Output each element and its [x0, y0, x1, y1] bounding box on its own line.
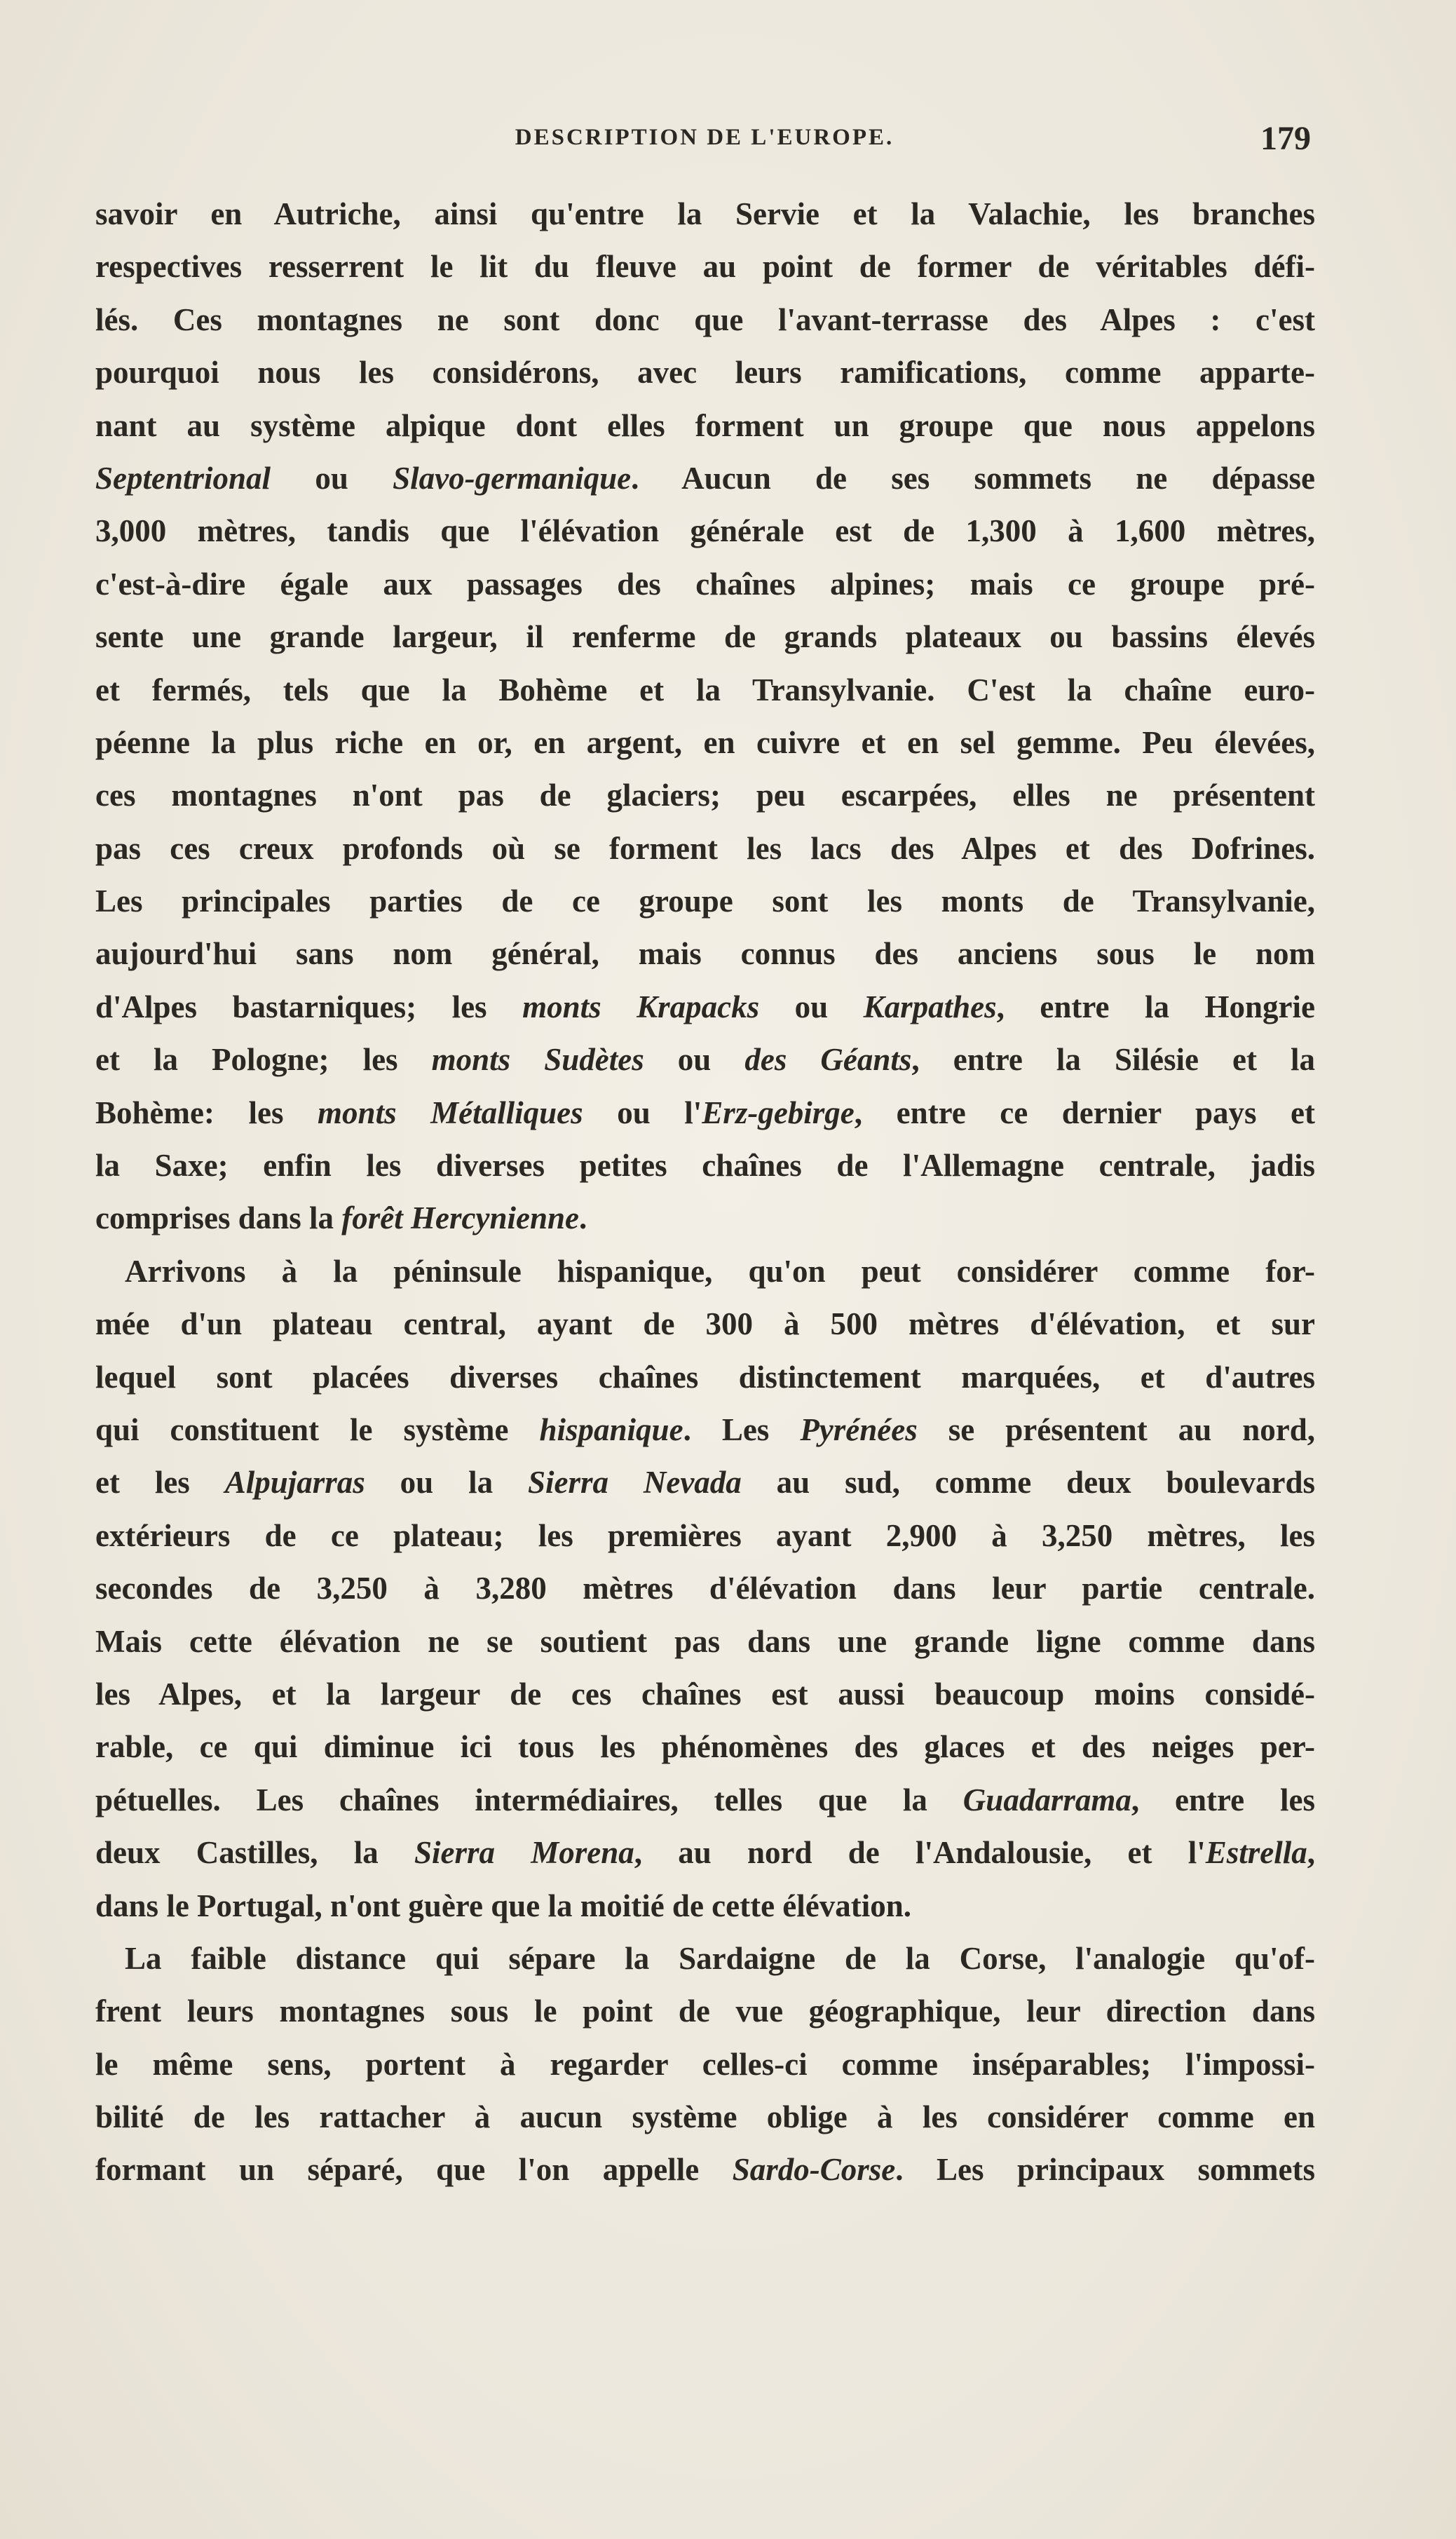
text-line: [95, 664, 1315, 717]
text-run: Bohème: les: [95, 1095, 318, 1130]
text-run: Mais cette élévation ne se soutient pas dans une grande ligne comme dans: [95, 1623, 1315, 1659]
text-line: [95, 1510, 1315, 1562]
italic-term: Karpathes: [863, 989, 997, 1024]
text-line: [95, 241, 1315, 293]
text-run: péenne la plus riche en or, en argent, en cuivre et en sel gemme. Peu élevées,: [95, 724, 1315, 760]
text-line: [95, 1932, 1315, 1985]
text-line: [95, 1192, 1315, 1245]
text-run: la Saxe; enfin les diverses petites chaînes de l'Allemagne centrale, jadis: [95, 1148, 1315, 1184]
text-run: ou: [271, 460, 393, 496]
text-run: La faible distance qui sépare la Sardaigne de la Corse, l'analogie qu'of-: [125, 1940, 1315, 1976]
italic-term: des Géants: [744, 1042, 912, 1078]
text-line: [95, 717, 1315, 769]
text-run: pas ces creux profonds où se forment les lacs des Alpes et des Dofrines.: [95, 830, 1315, 866]
text-line: [95, 1985, 1315, 2038]
text-run: se présentent au nord,: [917, 1411, 1315, 1447]
text-line: [95, 452, 1315, 505]
text-line: [95, 928, 1315, 980]
text-run: au sud, comme deux boulevards: [741, 1465, 1316, 1501]
text-run: frent leurs montagnes sous le point de vue géographique, leur direction dans: [95, 1993, 1315, 2029]
text-run: comprises dans la: [95, 1200, 342, 1236]
text-line: [95, 294, 1315, 346]
italic-term: Guadarrama: [962, 1782, 1131, 1817]
text-run: , entre ce dernier pays et: [854, 1095, 1315, 1130]
text-run: respectives resserrent le lit du fleuve au point de former de véritables défi-: [95, 249, 1315, 285]
text-line: [95, 769, 1315, 822]
text-run: ou la: [365, 1465, 528, 1501]
page-header: [98, 119, 1311, 161]
text-run: mée d'un plateau central, ayant de 300 à 500 mètres d'élévation, et sur: [95, 1306, 1315, 1342]
text-run: .: [578, 1200, 587, 1236]
italic-term: monts Sudètes: [431, 1042, 644, 1078]
text-run: , entre les: [1131, 1782, 1315, 1817]
text-line: [95, 2038, 1315, 2091]
text-line: [95, 875, 1315, 928]
text-line: [95, 1456, 1315, 1509]
text-line: [95, 558, 1315, 611]
text-line: [95, 2144, 1315, 2196]
text-run: ou l': [583, 1095, 702, 1130]
text-run: c'est-à-dire égale aux passages des chaînes alpines; mais ce groupe pré-: [95, 566, 1315, 602]
text-run: rable, ce qui diminue ici tous les phénomènes des glaces et des neiges per-: [95, 1729, 1315, 1765]
text-line: [95, 1034, 1315, 1086]
text-line: [95, 1245, 1315, 1298]
italic-term: Septentrional: [95, 460, 271, 496]
text-line: [95, 1827, 1315, 1879]
text-run: d'Alpes bastarniques; les: [95, 989, 523, 1024]
text-run: le même sens, portent à regarder celles-ci comme inséparables; l'impossi-: [95, 2046, 1315, 2082]
text-run: , au nord de l'Andalousie, et l': [634, 1835, 1206, 1871]
text-run: secondes de 3,250 à 3,280 mètres d'élévation dans leur partie centrale.: [95, 1571, 1315, 1606]
text-run: et la Pologne; les: [95, 1042, 432, 1078]
text-run: les Alpes, et la largeur de ces chaînes est aussi beaucoup moins considé-: [95, 1676, 1315, 1712]
text-line: [95, 2091, 1315, 2144]
text-line: [95, 1139, 1315, 1192]
text-run: . Les principaux sommets: [895, 2152, 1315, 2188]
text-line: [95, 400, 1315, 452]
text-run: savoir en Autriche, ainsi qu'entre la Servie et la Valachie, les branches: [95, 196, 1315, 231]
text-run: extérieurs de ce plateau; les premières ayant 2,900 à 3,250 mètres, les: [95, 1517, 1315, 1553]
text-run: sente une grande largeur, il renferme de grands plateaux ou bassins élevés: [95, 619, 1315, 655]
text-run: et fermés, tels que la Bohème et la Transylvanie. C'est la chaîne euro-: [95, 672, 1315, 707]
text-line: [95, 981, 1315, 1034]
page-number: 179: [1260, 120, 1311, 157]
text-run: ou: [759, 989, 864, 1024]
text-run: qui constituent le système: [95, 1411, 540, 1447]
text-run: formant un séparé, que l'on appelle: [95, 2152, 733, 2188]
italic-term: monts Krapacks: [522, 989, 760, 1024]
italic-term: forêt Hercynienne: [341, 1200, 579, 1236]
text-run: dans le Portugal, n'ont guère que la moitié de cette élévation.: [95, 1888, 912, 1923]
italic-term: hispanique: [539, 1411, 683, 1447]
text-line: [95, 1298, 1315, 1350]
text-run: pourquoi nous les considérons, avec leurs ramifications, comme apparte-: [95, 355, 1315, 391]
italic-term: Slavo-germanique: [393, 460, 632, 496]
text-line: [95, 346, 1315, 399]
text-line: [95, 1668, 1315, 1721]
italic-term: Sardo-Corse: [732, 2152, 896, 2188]
text-run: ,: [1307, 1835, 1315, 1871]
italic-term: Estrella: [1205, 1835, 1307, 1871]
text-run: . Aucun de ses sommets ne dépasse: [631, 460, 1316, 496]
text-run: deux Castilles, la: [95, 1835, 414, 1871]
text-line: [95, 822, 1315, 875]
text-line: [95, 1404, 1315, 1456]
text-run: ces montagnes n'ont pas de glaciers; peu escarpées, elles ne présentent: [95, 778, 1315, 813]
italic-term: Alpujarras: [224, 1465, 365, 1501]
text-run: lés. Ces montagnes ne sont donc que l'avant-terrasse des Alpes : c'est: [95, 302, 1315, 337]
text-run: pétuelles. Les chaînes intermédiaires, telles que la: [95, 1782, 963, 1817]
text-line: [95, 1351, 1315, 1404]
text-run: Les principales parties de ce groupe sont les monts de Transylvanie,: [95, 883, 1315, 919]
text-line: [95, 1721, 1315, 1773]
text-line: [95, 1087, 1315, 1139]
text-run: bilité de les rattacher à aucun système oblige à les considérer comme en: [95, 2099, 1315, 2135]
italic-term: monts Métalliques: [318, 1095, 583, 1130]
body-text: [95, 188, 1315, 2197]
text-run: Arrivons à la péninsule hispanique, qu'on peut considérer comme for-: [125, 1253, 1315, 1289]
text-run: lequel sont placées diverses chaînes distinctement marquées, et d'autres: [95, 1359, 1315, 1395]
text-line: [95, 611, 1315, 663]
text-line: [95, 1616, 1315, 1668]
italic-term: Erz-gebirge: [702, 1095, 855, 1130]
text-line: [95, 1880, 1315, 1932]
text-run: . Les: [683, 1411, 801, 1447]
italic-term: Sierra Morena: [414, 1835, 634, 1871]
text-run: 3,000 mètres, tandis que l'élévation générale est de 1,300 à 1,600 mètres,: [95, 513, 1315, 549]
text-run: nant au système alpique dont elles forment un groupe que nous appelons: [95, 407, 1315, 443]
italic-term: Pyrénées: [800, 1411, 918, 1447]
text-run: et les: [95, 1465, 225, 1501]
text-run: , entre la Hongrie: [996, 989, 1315, 1024]
text-line: [95, 1774, 1315, 1827]
italic-term: Sierra Nevada: [527, 1465, 742, 1501]
text-line: [95, 1562, 1315, 1615]
text-run: ou: [644, 1042, 745, 1078]
text-run: aujourd'hui sans nom général, mais connus des anciens sous le nom: [95, 936, 1315, 972]
text-run: , entre la Silésie et la: [911, 1042, 1315, 1078]
running-title: DESCRIPTION DE L'EUROPE.: [515, 125, 894, 150]
text-line: [95, 505, 1315, 557]
text-line: [95, 188, 1315, 241]
